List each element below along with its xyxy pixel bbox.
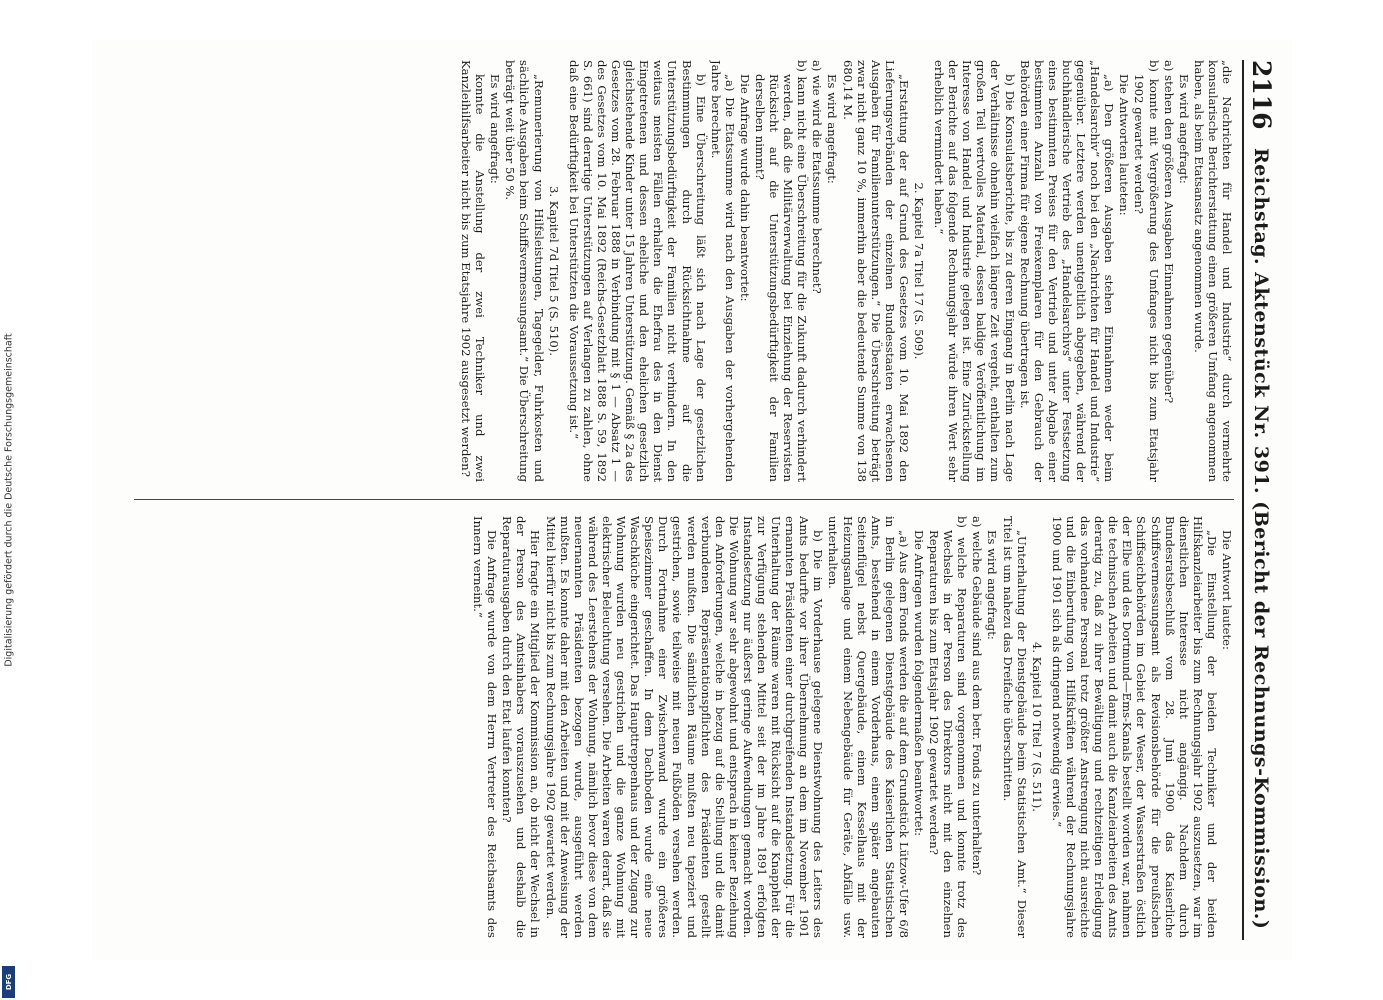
digitization-footer (0, 0, 18, 1000)
paragraph: a) welche Gebäude sind aus dem betr. Fonds zu unterhalten? (969, 516, 984, 876)
paragraph: „Die Einstellung der beiden Techniker und der beiden Hilfskanzleiarbeiter bis zum Rechnungsjahr 1902 auszusetzen, war im dienstlichen Interesse nicht angängig. Nachdem durch Bundesratsbeschluß vom 28. Juni 1900 das Kaiserliche Schiffsvermessungsamt als Revisionsbehörde für die preußischen Schiffseichbehörden im Gebiet der Weser, der Wasserstraßen östlich der Elbe und des Dortmund—Ems-Kanals bestellt worden war, nahmen die technischen Arbeiten und damit auch die Kanzleiarbeiten des Amts derartig zu, daß zu ihrer Bewältigung und rechtzeitigen Erledigung das vorhandene Personal trotz größter Anstrengung nicht ausreichte und die Einberufung von Hilfskräften während der Rechnungsjahre 1900 und 1901 sich als dringend notwendig erwies.“ (1049, 516, 1219, 938)
paragraph: „a) Aus dem Fonds werden die auf dem Grundstück Lützow-Ufer 6/8 in Berlin gelegenen Dienstgebäude des Kaiserlichen Statistischen Amts, bestehend in einem Vorderhaus, einem später angebauten Seitenflügel nebst Quergebäude, einem Kesselhaus mit der Heizungsanlage und einem Nebengebäude für Geräte, Abfälle usw. unterhalten. (825, 516, 911, 938)
digitization-note: Digitalisierung gefördert durch die Deutsche Forschungsgemeinschaft (3, 333, 15, 667)
paragraph: Es wird angefragt: (985, 530, 999, 640)
paragraph: 4. Kapitel 10 Titel 7 (S. 511). (1029, 642, 1044, 812)
paragraph: „Unterhaltung der Dienstgebäude beim Statistischen Amt.“ Dieser Titel ist um nahezu das Dreifache überschritten. (1000, 516, 1029, 938)
paragraph: b) Eine Überschreitung läßt sich nach Lage der gesetzlichen Bestimmungen durch Rücksichtnahme auf die Unterstützungsbedürftigkeit der Familien nicht verhindern. In den weitaus meisten Fällen erhalten die Ehefrau des in den Dienst Eingetretenen und dessen eheliche und den ehelichen gesetzlich gleichstehende Kinder unter 15 Jahren Unterstützung. Gemäß § 2a des Gesetzes vom 28. Februar 1888 in Verbindung mit § 1 — Absatz 1 — des Gesetzes vom 10. Mai 1892 (Reichs-Gesetzblatt 1888 S. 59, 1892 S. 661) sind derartige Unterstützungen auf Verlangen zu zahlen, ohne daß eine Bedürftigkeit bei Unterstützten die Voraussetzung ist.“ (566, 60, 708, 482)
paragraph: Die Anfragen wurden folgendermaßen beantwortet: (911, 530, 926, 837)
column-divider (134, 499, 1234, 500)
document-page (92, 40, 1292, 960)
paragraph: Die Antworten lauteten: (1116, 74, 1131, 216)
paragraph: Hier fragte ein Mitglied der Kommission an, ob nicht der Wechsel in der Person des Amtsinhabers vorauszusehen und deshalb die Reparaturausgaben durch den Etat laufen konnten? (499, 516, 542, 938)
left-column (106, 60, 1234, 482)
paragraph: b) konnte mit Vergrößerung des Umfanges nicht bis zum Etatsjahr 1902 gewartet werden? (1131, 60, 1161, 482)
paragraph: 3. Kapitel 7d Titel 5 (S. 510). (546, 185, 561, 357)
paragraph: Es wird angefragt: (824, 74, 839, 184)
paragraph: b) welche Reparaturen sind vorgenommen und konnte trotz des Wechsels in der Person des Direktors nicht mit den einzelnen Reparaturen bis zum Etatsjahr 1902 gewartet werden? (926, 516, 969, 938)
paragraph: „Remunerierung von Hilfsleistungen, Tagegelder, Fuhrkosten und sächliche Ausgaben beim Schiffsvermessungsamt.“ Die Überschreitung beträgt weit über 50 %. (502, 60, 546, 482)
paragraph: 2. Kapitel 7a Titel 17 (S. 509). (911, 182, 926, 360)
paragraph: „a) Den größeren Ausgaben stehen Einnahmen weder beim „Handelsarchiv“ noch bei den „Nachrichten für Handel und Industrie“ gegenüber. Letztere werden unentgeltlich abgegeben, während der buchhändlerische Vertrieb des „Handelsarchivs“ unter Festsetzung eines bestimmten Preises für den Vertrieb und unter Abgabe einer bestimmten Anzahl von Freiexemplaren für den Gebrauch der Behörden einer Firma für eigene Rechnung übertragen ist. (1017, 60, 1116, 482)
paragraph: Es wird angefragt: (1176, 74, 1191, 184)
paragraph: Die Anfrage wurde dahin beantwortet: (737, 74, 752, 302)
paragraph: b) Die Konsulatsberichte, bis zu deren Eingang in Berlin nach Lage der Verhältnisse ohnehin vielfach längere Zeit vergeht, enthalten zum großen Teil wertvolles Material, dessen baldige Veröffentlichung im Interesse von Handel und Industrie gelegen ist. Eine Zurückstellung der Berichte auf das folgende Rechnungsjahr würde ihren Wert sehr erheblich vermindert haben.“ (931, 60, 1017, 482)
page-number: 2116 (1246, 60, 1276, 130)
paragraph: „die Nachrichten für Handel und Industrie“ durch vermehrte konsularische Berichterstattung einen größeren Umfang angenommen haben, als beim Etatsansatz angenommen wurde. (1191, 60, 1234, 482)
paragraph: „a) Die Etatssumme wird nach den Ausgaben der vorhergehenden Jahre berechnet. (708, 60, 737, 482)
dfg-logo: DFG (2, 966, 15, 998)
page-header (1242, 60, 1278, 940)
paragraph: b) Die im Vorderhause gelegene Dienstwohnung des Leiters des Amts bedurfte vor ihrer Übernehmung an dem im November 1901 ernannten Präsidenten einer durchgreifenden Instandsetzung. Für die Unterhaltung der Räume waren mit Rücksicht auf die Knappheit der zur Verfügung stehenden Mittel seit der im Jahre 1891 erfolgten Instandsetzung nur äußerst geringe Aufwendungen gemacht worden. Die Wohnung war sehr abgewohnt und entsprach in keiner Beziehung den Anforderungen, welche in bezug auf die Stellung und die damit verbundenen Repräsentationspflichten des Präsidenten gestellt werden mußten. Die sämtlichen Räume mußten neu tapeziert und gestrichen, sowie teilweise mit neuen Fußböden versehen werden. Durch Fortnahme einer Zwischenwand wurde ein größeres Speisezimmer geschaffen. In dem Dachboden wurde eine neue Waschküche eingerichtet. Das Haupttreppenhaus und der Zugang zur Wohnung wurden neu gestrichen und die ganze Wohnung mit elektrischer Beleuchtung versehen. Die Arbeiten waren derart, daß sie während des Leerstehens der Wohnung, nämlich bevor diese von dem neuernannten Präsidenten bezogen wurde, ausgeführt werden mußten. Es konnte daher mit den Arbeiten und mit der Anweisung der Mittel hierfür nicht bis zum Rechnungsjahre 1902 gewartet werden. (543, 516, 825, 938)
paragraph: Es wird angefragt: (487, 74, 502, 184)
paragraph: Die Antwort lautete: (1219, 530, 1234, 650)
paragraph: a) stehen den größeren Ausgaben Einnahmen gegenüber? (1161, 60, 1176, 404)
paragraph: konnte die Anstellung der zwei Techniker und zwei Kanzleihilfsarbeiter nicht bis zum Etatsjahre 1902 ausgesetzt werden? (458, 60, 487, 482)
paragraph: „Erstattung der auf Grund des Gesetzes vom 10. Mai 1892 den Lieferungsverbänden der einzelnen Bundesstaaten erwachsenen Ausgaben für Familienunterstützungen.“ Die Überschreitung beträgt zwar nicht ganz 10 %, immerhin aber die bedeutende Summe von 138 680,14 M. (840, 60, 911, 482)
paragraph: Die Anfrage wurde von dem Herrn Vertreter des Reichsamts des Innern verneint.“ (470, 516, 499, 938)
paragraph: a) wie wird die Etatssumme berechnet? (809, 60, 824, 294)
right-column (106, 516, 1234, 938)
page-title: Reichstag. Aktenstück Nr. 391. (Bericht der Rechnungs-Kommission.) (1249, 148, 1272, 930)
paragraph: b) kann nicht eine Überschreitung für die Zukunft dadurch verhindert werden, daß die Militärverwaltung bei Einziehung der Reservisten Rücksicht auf die Unterstützungsbedürftigkeit der Familien derselben nimmt? (752, 60, 809, 482)
